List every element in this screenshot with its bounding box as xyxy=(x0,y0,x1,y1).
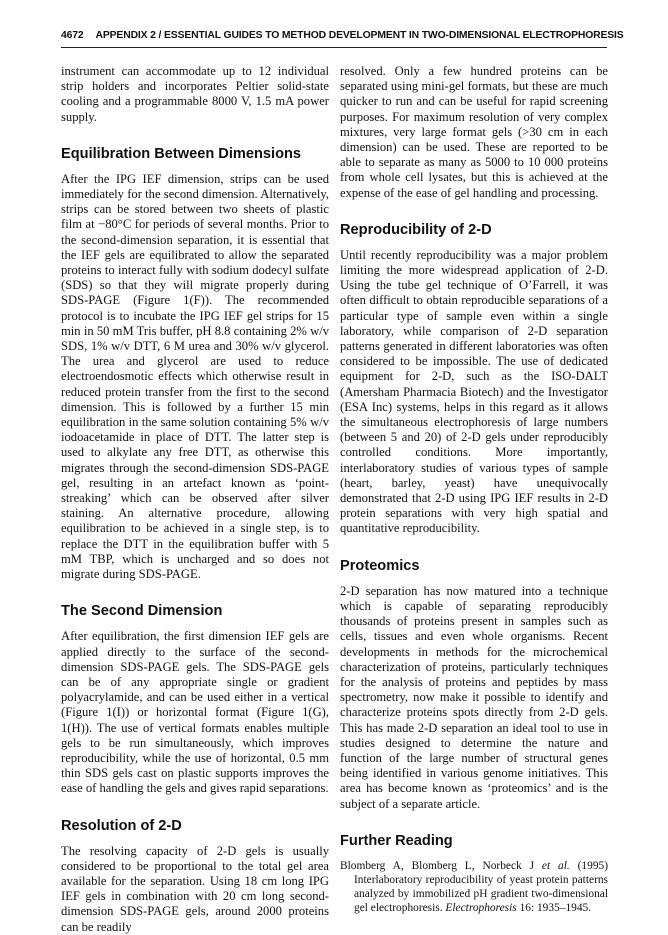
section-heading-further-reading: Further Reading xyxy=(340,832,453,849)
reproducibility-paragraph: Until recently reproducibility was a major problem limiting the more widespread application of 2-D. Using the tube gel technique of O’Farrell, it was often difficult to obtain reproducible separations of a particular type of sample even within a single laboratory, while comparison of 2-D separation patterns generated in different laboratories was often considered to be impossible. The use of dedicated equipment for 2-D, such as the ISO-DALT (Amersham Pharmacia Biotech) and the Investigator (ESA Inc) systems, helps in this regard as it allows the simultaneous electrophoresis of large numbers (between 5 and 20) of 2-D gels under reproducibly controlled conditions. More importantly, interlaboratory studies of various types of sample (heart, barley, yeast) have unequivocally demonstrated that 2-D using IPG IEF results in 2-D protein separations with very high spatial and quantitative reproducibility. xyxy=(340,247,608,536)
reference-et-al: et al. xyxy=(541,859,570,872)
left-column xyxy=(61,64,329,935)
resolution-paragraph: The resolving capacity of 2-D gels is usually considered to be proportional to the total gel area available for the separation. Using 18 cm long IPG IEF gels in combination with 20 cm long second-dimension SDS-PAGE gels, around 2000 proteins can be readily xyxy=(61,843,329,934)
reference-journal: Electrophoresis xyxy=(445,902,517,915)
resolution-continued-paragraph: resolved. Only a few hundred proteins can be separated using mini-gel formats, but these are much quicker to run and can be useful for rapid screening purposes. For maximum resolution of very complex mixtures, very large format gels (>30 cm in each dimension) can be used. These are reported to be able to separate as many as 5000 to 10 000 proteins from whole cell lysates, but this is achieved at the expense of the ease of gel handling and processing. xyxy=(340,64,608,200)
header-rule xyxy=(61,47,607,48)
intro-paragraph: instrument can accommodate up to 12 individual strip holders and incorporates Peltier solid-state cooling and a programmable 8000 V, 1.5 mA power supply. xyxy=(61,64,329,124)
section-heading-proteomics: Proteomics xyxy=(340,557,420,574)
section-heading-second-dimension: The Second Dimension xyxy=(61,603,223,620)
reference-volume: 16: 1935–1945. xyxy=(516,902,592,915)
right-column xyxy=(340,64,608,916)
section-heading-reproducibility: Reproducibility of 2-D xyxy=(340,221,492,238)
running-title: APPENDIX 2 / ESSENTIAL GUIDES TO METHOD DEVELOPMENT IN TWO-DIMENSIONAL ELECTROPHORESIS xyxy=(95,30,624,41)
reference-authors: Blomberg A, Blomberg L, Norbeck J xyxy=(340,859,542,872)
page-number: 4672 xyxy=(61,30,84,41)
proteomics-paragraph: 2-D separation has now matured into a technique which is capable of separating reproducibly thousands of proteins present in samples such as cells, tissues and even whole organisms. Recent developments in methods for the microchemical characterization of proteins, particularly techniques for the analysis of proteins and peptides by mass spectrometry, now make it possible to identify and characterize proteins spots directly from 2-D gels. This has made 2-D separation an ideal tool to use in studies designed to determine the nature and function of the large number of structural genes being identified in various genome initiatives. This area has become known as ‘proteomics’ and is the subject of a separate article. xyxy=(340,583,608,811)
running-header xyxy=(61,30,624,43)
section-heading-equilibration: Equilibration Between Dimensions xyxy=(61,145,302,162)
reference-entry xyxy=(340,859,608,916)
equilibration-paragraph: After the IPG IEF dimension, strips can be used immediately for the second dimension. Alternatively, strips can be stored between two sheets of plastic film at −80°C for periods of several months. Prior to the second-dimension separation, it is essential that the IEF gels are equilibrated to allow the separated proteins to interact fully with sodium dodecyl sulfate (SDS) so that they will migrate properly during SDS-PAGE (Figure 1(F)). The recommended protocol is to incubate the IPG IEF gel strips for 15 min in 50 mM Tris buffer, pH 8.8 containing 2% w/v SDS, 1% w/v DTT, 6 M urea and 30% w/v glycerol. The urea and glycerol are used to reduce electroendosmotic effects which otherwise result in reduced protein transfer from the first to the second dimension. This is followed by a further 15 min equilibration in the same solution containing 5% w/v iodoacetamide in place of DTT. The latter step is used to alkylate any free DTT, as otherwise this migrates through the second-dimension SDS-PAGE gel, resulting in an artefact known as ‘point-streaking’ which can be observed after silver staining. An alternative procedure, allowing equilibration to be achieved in a single step, is to replace the DTT in the equilibration buffer with 5 mM TBP, which is uncharged and so does not migrate during SDS-PAGE. xyxy=(61,171,329,582)
second-dimension-paragraph: After equilibration, the first dimension IEF gels are applied directly to the surface of the second-dimension SDS-PAGE gels. The SDS-PAGE gels can be of any appropriate single or gradient polyacrylamide, and can be used either in a vertical (Figure 1(I)) or horizontal format (Figure 1(G), 1(H)). The use of vertical formats enables multiple gels to be run simultaneously, which improves reproducibility, while the use of horizontal, 0.5 mm thin SDS gels cast on plastic supports improves the ease of handling the gels and gives rapid separations. xyxy=(61,629,329,796)
section-heading-resolution: Resolution of 2-D xyxy=(61,817,182,834)
reference-title: (1995) Interlaboratory reproducibility of yeast protein patterns analyzed by immobilized pH gradient two-dimensional gel electrophoresis. xyxy=(354,859,609,915)
